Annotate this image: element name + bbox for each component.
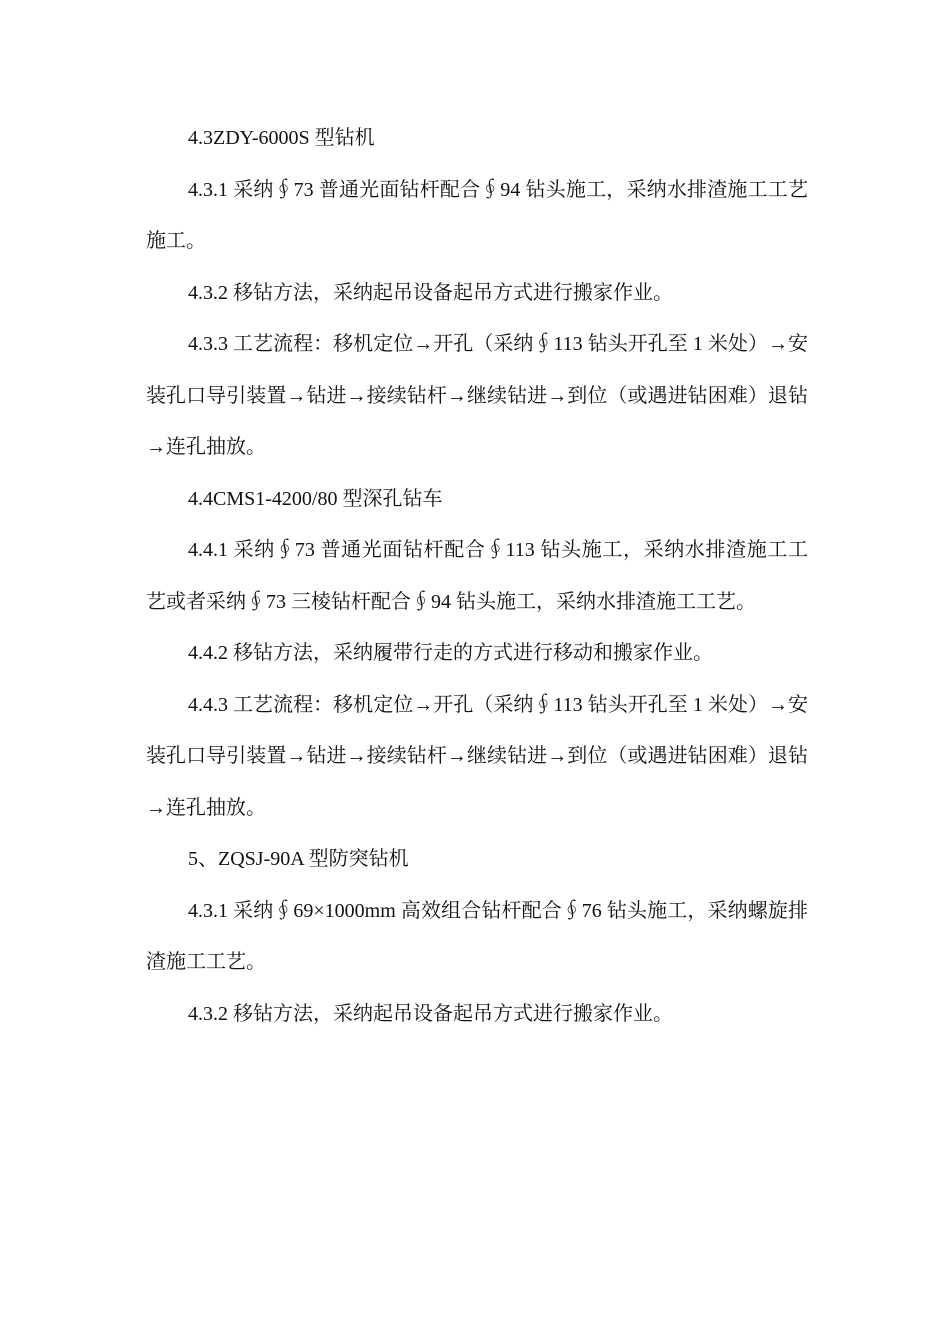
heading-4-4-cms1: 4.4CMS1-4200/80 型深孔钻车	[188, 487, 443, 510]
paragraph-4-3-2-second: 4.3.2 移钻方法，采纳起吊设备起吊方式进行搬家作业。	[188, 1002, 673, 1025]
paragraph-4-4-3: 4.4.3 工艺流程：移机定位→开孔（采纳∮113 钻头开孔至 1 米处）→安装孔口导引装置→钻进→接续钻杆→继续钻进→到位（或遇进钻困难）退钻→连孔抽放。	[146, 693, 808, 819]
paragraph-4-3-2: 4.3.2 移钻方法，采纳起吊设备起吊方式进行搬家作业。	[188, 281, 673, 304]
heading-5-zqsj-90a: 5、ZQSJ-90A 型防突钻机	[188, 848, 409, 870]
document-body	[146, 113, 808, 1040]
heading-4-3-zdy-6000s: 4.3ZDY-6000S 型钻机	[188, 127, 375, 149]
paragraph-4-3-1: 4.3.1 采纳∮73 普通光面钻杆配合∮94 钻头施工，采纳水排渣施工工艺施工。	[146, 178, 808, 252]
paragraph-4-3-3: 4.3.3 工艺流程：移机定位→开孔（采纳∮113 钻头开孔至 1 米处）→安装孔口导引装置→钻进→接续钻杆→继续钻进→到位（或遇进钻困难）退钻→连孔抽放。	[146, 333, 808, 458]
paragraph-4-3-1-second: 4.3.1 采纳∮69×1000mm 高效组合钻杆配合∮76 钻头施工，采纳螺旋排渣施工工艺。	[146, 899, 808, 973]
paragraph-4-4-1: 4.4.1 采纳∮73 普通光面钻杆配合∮113 钻头施工，采纳水排渣施工工艺或者采纳∮73 三棱钻杆配合∮94 钻头施工，采纳水排渣施工工艺。	[146, 539, 808, 613]
paragraph-4-4-2: 4.4.2 移钻方法，采纳履带行走的方式进行移动和搬家作业。	[188, 642, 713, 664]
